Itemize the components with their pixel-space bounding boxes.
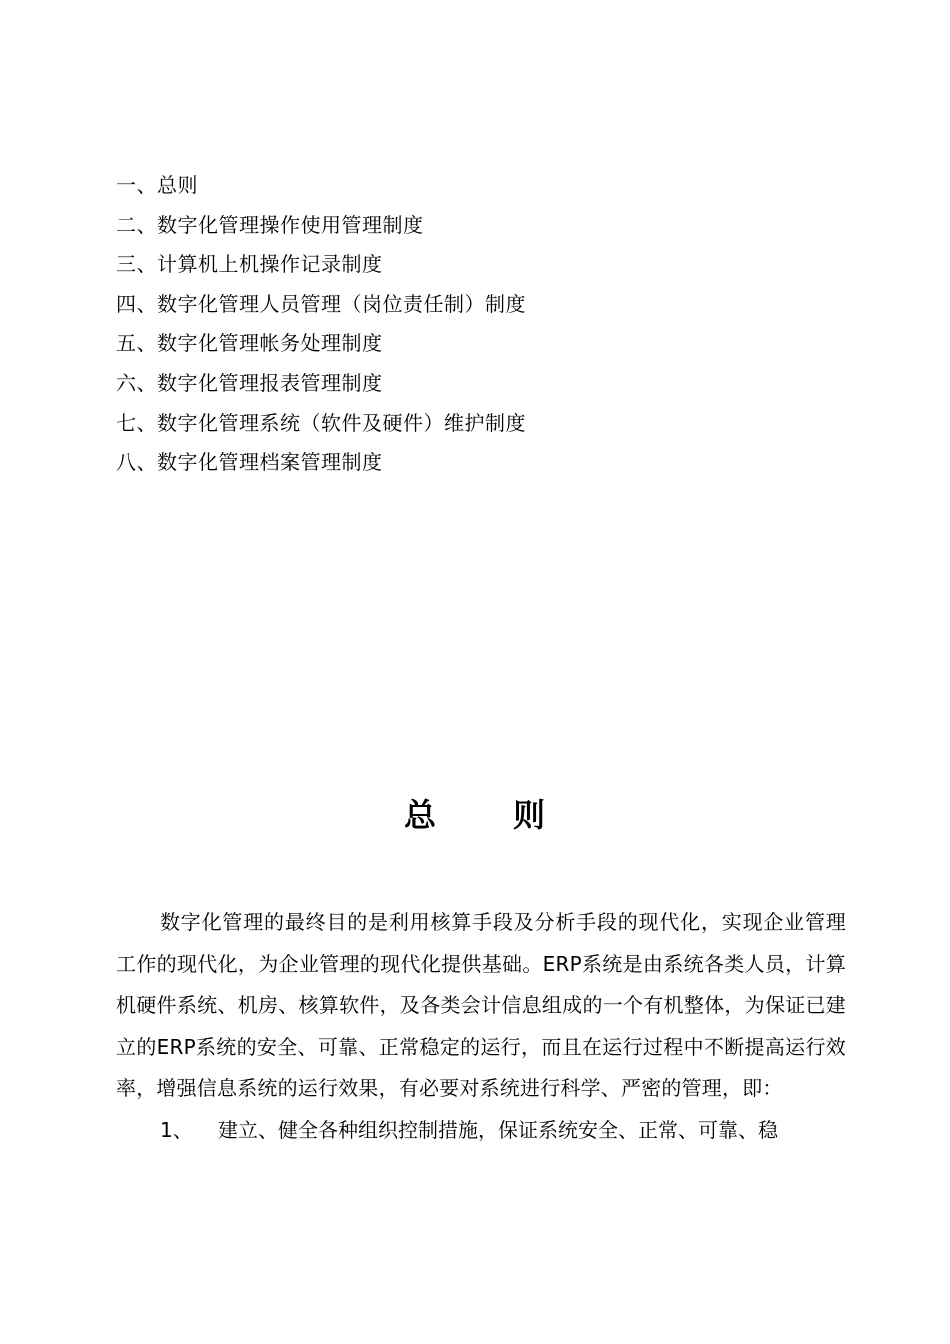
toc-item-1: 一、总则 (116, 173, 198, 197)
section-title (0, 786, 950, 844)
toc-item-7: 七、数字化管理系统（软件及硬件）维护制度 (116, 410, 526, 435)
list-item-text: 建立、健全各种组织控制措施，保证系统安全、正常、可靠、稳 (218, 1117, 778, 1142)
table-of-contents (116, 166, 836, 483)
section-title-left: 总 (403, 796, 437, 834)
list-item-number: 1、 (160, 1117, 193, 1142)
toc-item-6: 六、数字化管理报表管理制度 (116, 370, 383, 395)
section-body (116, 902, 846, 1151)
toc-item-4: 四、数字化管理人员管理（岗位责任制）制度 (116, 291, 526, 316)
list-item (116, 1110, 846, 1152)
toc-item-2: 二、数字化管理操作使用管理制度 (116, 212, 424, 237)
intro-paragraph: 数字化管理的最终目的是利用核算手段及分析手段的现代化，实现企业管理工作的现代化，为企业管理的现代化提供基础。ERP系统是由系统各类人员，计算机硬件系统、机房、核算软件，及各类会计信息组成的一个有机整体，为保证已建立的ERP系统的安全、可靠、正常稳定的运行，而且在运行过程中不断提高运行效率，增强信息系统的运行效果，有必要对系统进行科学、严密的管理，即： (116, 910, 846, 1100)
toc-item-8: 八、数字化管理档案管理制度 (116, 450, 383, 475)
section-title-right: 则 (513, 796, 547, 834)
toc-item-5: 五、数字化管理帐务处理制度 (116, 331, 383, 356)
toc-item-3: 三、计算机上机操作记录制度 (116, 252, 383, 277)
